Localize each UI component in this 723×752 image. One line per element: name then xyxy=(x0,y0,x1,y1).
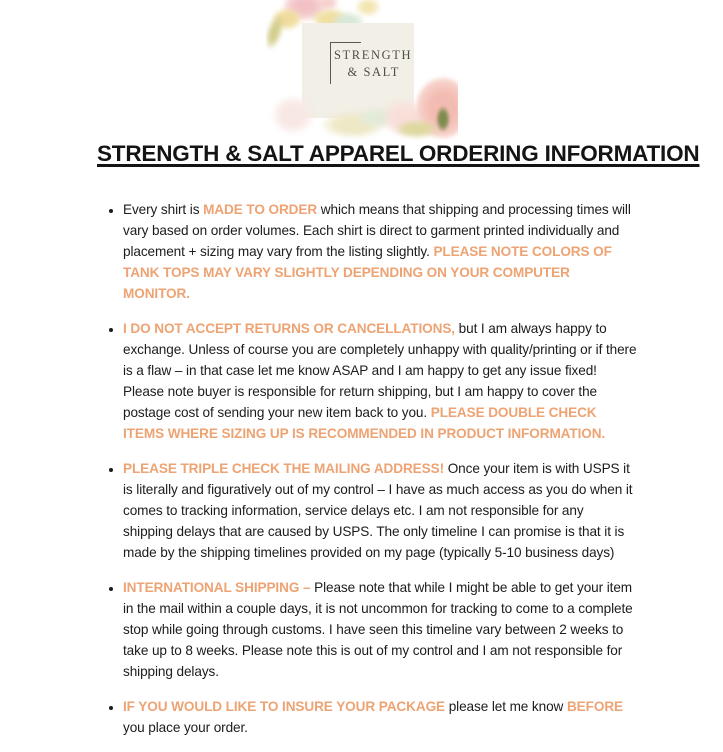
highlighted-text: MADE TO ORDER xyxy=(203,202,318,217)
highlighted-text: IF YOU WOULD LIKE TO INSURE YOUR PACKAGE xyxy=(123,699,446,714)
brand-logo xyxy=(266,0,458,140)
highlighted-text: BEFORE xyxy=(566,699,623,714)
body-text: please let me know xyxy=(445,699,567,714)
body-text: you place your order. xyxy=(123,720,248,735)
floral-olive-bottom-leaf-icon xyxy=(396,120,438,138)
logo-brand-line1: STRENGTH xyxy=(334,48,413,62)
bullet-item xyxy=(123,458,637,563)
body-text: Every shirt is xyxy=(123,202,204,217)
page-title: STRENGTH & SALT APPAREL ORDERING INFORMATION xyxy=(97,141,700,166)
body-text: Once your item is with USPS it is literally and figuratively out of my control – I have as much access as you do when it comes to tracking information, service delays etc. I am not responsible for any shipping delays that are caused by USPS. The only timeline I can promise is that it is made by the shipping timelines provided on my page (typically 5-10 business days) xyxy=(123,461,633,560)
floral-green-specks-icon xyxy=(436,106,450,132)
bullet-item xyxy=(123,199,637,304)
highlighted-text: PLEASE TRIPLE CHECK THE MAILING ADDRESS! xyxy=(123,461,445,476)
highlighted-text: I DO NOT ACCEPT RETURNS OR CANCELLATIONS, xyxy=(123,321,455,336)
highlighted-text: PLEASE NOTE COLORS OF TANK TOPS MAY VARY SLIGHTLY DEPENDING ON YOUR COMPUTER MONITOR. xyxy=(123,244,612,301)
logo-brand-line2: & SALT xyxy=(347,65,400,79)
ordering-info-content xyxy=(97,199,637,752)
body-text: Please note that while I might be able to get your item in the mail within a couple days, it is not uncommon for tracking to come to a complete stop while going through customs. I have seen this timeline vary between 2 weeks to take up to 8 weeks. Please note this is out of my control and I am not responsible for shipping delays. xyxy=(123,580,633,679)
highlighted-text: INTERNATIONAL SHIPPING – xyxy=(123,580,311,595)
body-text: which means that shipping and processing times will vary based on order volumes. Each shirt is direct to garment printed individually and placement + sizing may vary from the listing slightly. xyxy=(123,202,631,259)
bullet-list xyxy=(97,199,637,738)
bullet-item xyxy=(123,577,637,682)
highlighted-text: PLEASE DOUBLE CHECK ITEMS WHERE SIZING UP IS RECOMMENDED IN PRODUCT INFORMATION. xyxy=(123,405,606,441)
bullet-item xyxy=(123,696,637,738)
floral-pale-yellow-icon xyxy=(356,0,380,16)
bullet-item xyxy=(123,318,637,444)
floral-pale-pink-petal-icon xyxy=(272,96,314,134)
body-text: but I am always happy to exchange. Unless of course you are completely unhappy with quality/printing or if there is a flaw – in that case let me know ASAP and I am happy to get any issue fixed! Please note buyer is responsible for return shipping, but I am happy to cover the postage cost of sending your new item back to you. xyxy=(123,321,637,420)
